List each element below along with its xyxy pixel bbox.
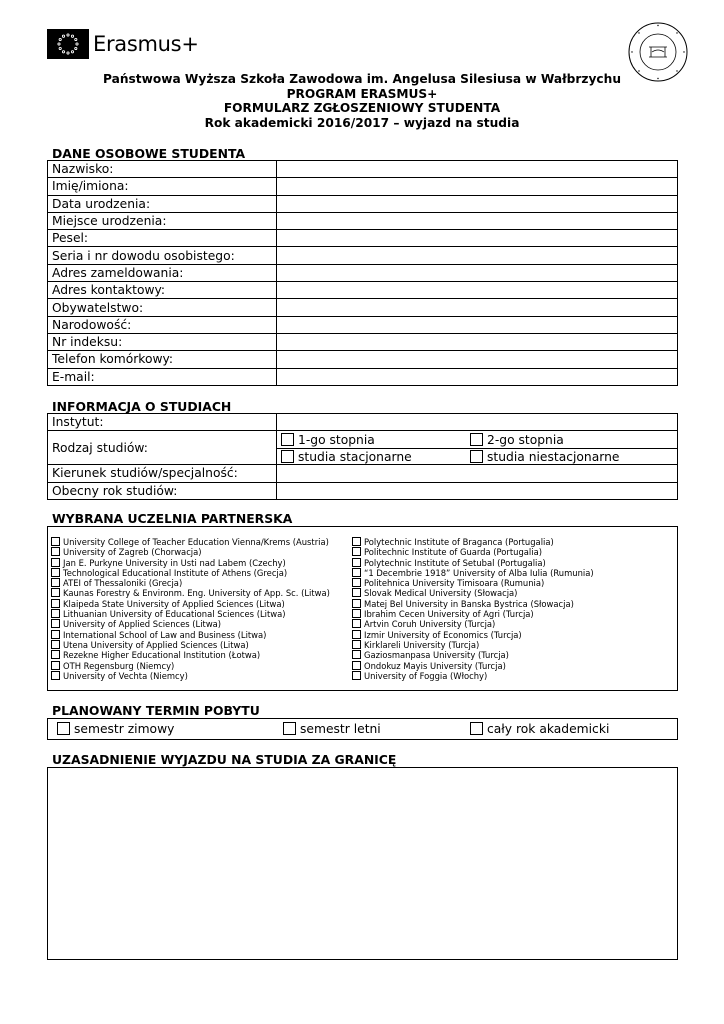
partner-university-option[interactable] (51, 568, 330, 578)
partner-university-label: Rezekne Higher Educational Institution (Łotwa) (63, 650, 261, 661)
student-number-field[interactable] (277, 333, 678, 350)
table-row (48, 431, 678, 465)
citizenship-field[interactable] (277, 299, 678, 316)
partner-university-label: Ondokuz Mayis University (Turcja) (364, 660, 506, 671)
mobile-phone-field[interactable] (277, 351, 678, 368)
checkbox-icon[interactable] (352, 568, 361, 577)
partner-university-option[interactable] (352, 661, 594, 671)
partner-university-label: Polytechnic Institute of Braganca (Portugalia) (364, 537, 554, 547)
study-year-field[interactable] (277, 482, 678, 499)
checkbox-icon[interactable] (352, 547, 361, 556)
table-row (48, 178, 678, 195)
checkbox-icon[interactable] (51, 578, 60, 587)
option-label: 1-go stopnia (298, 432, 375, 447)
field-label: Adres kontaktowy: (48, 282, 277, 299)
contact-address-field[interactable] (277, 282, 678, 299)
partner-university-option[interactable] (352, 619, 594, 629)
checkbox-icon[interactable] (352, 661, 361, 670)
checkbox-icon[interactable] (352, 619, 361, 628)
term-options-box (47, 718, 678, 740)
checkbox-icon[interactable] (352, 588, 361, 597)
checkbox-icon[interactable] (51, 650, 60, 659)
partner-university-label: OTH Regensburg (Niemcy) (63, 660, 175, 671)
partner-university-label: University of Applied Sciences (Litwa) (63, 619, 222, 630)
pesel-field[interactable] (277, 230, 678, 247)
partner-university-label: University College of Teacher Education Vienna/Krems (Austria) (63, 537, 329, 547)
table-row (48, 368, 678, 385)
partner-university-label: Slovak Medical University (Słowacja) (364, 588, 518, 599)
option-label: semestr letni (300, 722, 381, 736)
field-label: Rodzaj studiów: (48, 431, 277, 465)
title-line: PROGRAM ERASMUS+ (286, 86, 438, 101)
checkbox-icon[interactable] (352, 578, 361, 587)
summer-semester-option[interactable] (283, 722, 381, 736)
field-label: Imię/imiona: (48, 178, 277, 195)
study-type-options (277, 431, 678, 465)
table-row (48, 351, 678, 368)
table-row (48, 230, 678, 247)
partner-heading: WYBRANA UCZELNIA PARTNERSKA (52, 511, 293, 526)
partner-university-option[interactable] (352, 609, 594, 619)
field-label: Kierunek studiów/specjalność: (48, 465, 277, 482)
checkbox-icon[interactable] (470, 722, 483, 735)
partner-university-option[interactable] (51, 609, 330, 619)
partner-university-label: Matej Bel University in Banska Bystrica (Słowacja) (364, 598, 574, 609)
checkbox-icon[interactable] (352, 671, 361, 680)
birth-place-field[interactable] (277, 212, 678, 229)
partner-column-right (352, 537, 594, 681)
partner-university-option[interactable] (352, 568, 594, 578)
justification-textarea[interactable] (47, 767, 678, 960)
field-of-study-field[interactable] (277, 465, 678, 482)
partner-university-label: Ibrahim Cecen University of Agri (Turcja) (364, 609, 534, 620)
partner-university-option[interactable] (51, 547, 330, 557)
checkbox-icon[interactable] (352, 609, 361, 618)
table-row (48, 282, 678, 299)
partner-university-option[interactable] (51, 630, 330, 640)
checkbox-icon[interactable] (470, 433, 483, 446)
checkbox-icon[interactable] (283, 722, 296, 735)
field-label: Obecny rok studiów: (48, 482, 277, 499)
field-label: Instytut: (48, 414, 277, 431)
full-time-option[interactable] (281, 450, 470, 464)
partner-university-label: “1 Decembrie 1918” University of Alba Iulia (Rumunia) (364, 567, 594, 578)
option-label: studia niestacjonarne (487, 449, 620, 464)
field-label: Data urodzenia: (48, 195, 277, 212)
email-field[interactable] (277, 368, 678, 385)
table-row (48, 316, 678, 333)
checkbox-icon[interactable] (51, 619, 60, 628)
checkbox-icon[interactable] (281, 433, 294, 446)
second-cycle-option[interactable] (470, 433, 564, 447)
partner-university-label: International School of Law and Business (Litwa) (63, 629, 267, 640)
checkbox-icon[interactable] (51, 547, 60, 556)
field-label: Pesel: (48, 230, 277, 247)
partner-university-label: Technological Educational Institute of Athens (Grecja) (63, 567, 288, 578)
partner-university-label: Izmir University of Economics (Turcja) (364, 629, 522, 640)
option-label: semestr zimowy (74, 722, 175, 736)
partner-university-label: Utena University of Applied Sciences (Litwa) (63, 639, 249, 650)
field-label: Obywatelstwo: (48, 299, 277, 316)
field-label: Nr indeksu: (48, 333, 277, 350)
table-row (48, 299, 678, 316)
field-label: Adres zameldowania: (48, 264, 277, 281)
first-names-field[interactable] (277, 178, 678, 195)
partner-university-option[interactable] (51, 588, 330, 598)
checkbox-icon[interactable] (51, 568, 60, 577)
checkbox-icon[interactable] (51, 630, 60, 639)
nationality-field[interactable] (277, 316, 678, 333)
checkbox-icon[interactable] (57, 722, 70, 735)
partner-university-option[interactable] (352, 588, 594, 598)
table-row (48, 465, 678, 482)
partner-university-option[interactable] (51, 671, 330, 681)
justification-heading: UZASADNIENIE WYJAZDU NA STUDIA ZA GRANICĘ (52, 752, 397, 767)
checkbox-icon[interactable] (51, 640, 60, 649)
partner-university-option[interactable] (51, 599, 330, 609)
partner-university-label: Lithuanian University of Educational Sciences (Litwa) (63, 609, 286, 620)
partner-column-left (51, 537, 330, 681)
partner-university-option[interactable] (352, 640, 594, 650)
checkbox-icon[interactable] (352, 537, 361, 546)
table-row (48, 264, 678, 281)
partner-university-label: Kaunas Forestry & Environm. Eng. University of App. Sc. (Litwa) (63, 588, 330, 599)
checkbox-icon[interactable] (51, 661, 60, 670)
table-row (48, 161, 678, 178)
checkbox-icon[interactable] (281, 450, 294, 463)
title-line: FORMULARZ ZGŁOSZENIOWY STUDENTA (223, 101, 501, 115)
title-line: Państwowa Wyższa Szkoła Zawodowa im. Angelusa Silesiusa w Wałbrzychu (102, 72, 622, 86)
option-label: cały rok akademicki (487, 722, 610, 736)
table-row (48, 414, 678, 431)
field-label: Seria i nr dowodu osobistego: (48, 247, 277, 264)
partner-university-label: Politehnica University Timisoara (Rumunia) (364, 578, 545, 589)
partner-university-option[interactable] (352, 558, 594, 568)
partner-university-label: Politechnic Institute of Guarda (Portugalia) (364, 547, 542, 558)
partner-university-option[interactable] (51, 578, 330, 588)
checkbox-icon[interactable] (51, 599, 60, 608)
partner-university-option[interactable] (51, 537, 330, 547)
partner-university-option[interactable] (352, 578, 594, 588)
field-label: E-mail: (48, 368, 277, 385)
table-row (48, 247, 678, 264)
partner-university-label: University of Vechta (Niemcy) (63, 670, 188, 681)
field-label: Narodowość: (48, 316, 277, 333)
partner-university-option[interactable] (352, 599, 594, 609)
partner-university-option[interactable] (51, 619, 330, 629)
eu-flag-icon (47, 29, 89, 59)
partner-university-option[interactable] (352, 630, 594, 640)
field-label: Miejsce urodzenia: (48, 212, 277, 229)
winter-semester-option[interactable] (57, 722, 174, 736)
field-label: Telefon komórkowy: (48, 351, 277, 368)
partner-university-label: University of Foggia (Włochy) (364, 670, 488, 681)
personal-data-heading: DANE OSOBOWE STUDENTA (52, 146, 246, 161)
checkbox-icon[interactable] (470, 450, 483, 463)
option-label: studia stacjonarne (298, 449, 412, 464)
field-label: Nazwisko: (48, 161, 277, 178)
surname-field[interactable] (277, 161, 678, 178)
checkbox-icon[interactable] (51, 671, 60, 680)
partner-university-option[interactable] (51, 650, 330, 660)
checkbox-icon[interactable] (51, 558, 60, 567)
table-row (48, 482, 678, 499)
study-mode-row (277, 448, 677, 465)
checkbox-icon[interactable] (51, 609, 60, 618)
first-cycle-option[interactable] (281, 433, 470, 447)
checkbox-icon[interactable] (352, 599, 361, 608)
partner-university-option[interactable] (51, 661, 330, 671)
partner-university-option[interactable] (352, 650, 594, 660)
partner-university-option[interactable] (352, 537, 594, 547)
partner-university-label: Kirklareli University (Turcja) (364, 639, 480, 650)
partner-university-label: Artvin Coruh University (Turcja) (364, 619, 496, 630)
checkbox-icon[interactable] (352, 650, 361, 659)
full-year-option[interactable] (470, 722, 609, 736)
personal-data-table (47, 160, 678, 386)
study-level-row (277, 431, 677, 448)
title-line: Rok akademicki 2016/2017 – wyjazd na studia (204, 115, 520, 130)
partner-university-option[interactable] (51, 558, 330, 568)
checkbox-icon[interactable] (352, 558, 361, 567)
partner-university-label: University of Zagreb (Chorwacja) (63, 547, 202, 558)
partner-university-option[interactable] (51, 640, 330, 650)
table-row (48, 195, 678, 212)
institute-field[interactable] (277, 414, 678, 431)
partner-list-box (47, 526, 678, 691)
studies-table (47, 413, 678, 500)
partner-university-option[interactable] (352, 547, 594, 557)
partner-university-label: Gaziosmanpasa University (Turcja) (364, 650, 509, 661)
checkbox-icon[interactable] (51, 537, 60, 546)
partner-university-label: ATEI of Thessaloniki (Grecja) (63, 578, 183, 589)
partner-university-label: Klaipeda State University of Applied Sciences (Litwa) (63, 598, 285, 609)
id-card-field[interactable] (277, 247, 678, 264)
document-title (0, 72, 724, 130)
checkbox-icon[interactable] (51, 588, 60, 597)
table-row (48, 333, 678, 350)
erasmus-logo (47, 27, 199, 61)
registered-address-field[interactable] (277, 264, 678, 281)
partner-university-label: Polytechnic Institute of Setubal (Portugalia) (364, 557, 546, 568)
birth-date-field[interactable] (277, 195, 678, 212)
partner-university-label: Jan E. Purkyne University in Usti nad Labem (Czechy) (63, 557, 286, 568)
term-heading: PLANOWANY TERMIN POBYTU (52, 703, 260, 718)
checkbox-icon[interactable] (352, 640, 361, 649)
checkbox-icon[interactable] (352, 630, 361, 639)
table-row (48, 212, 678, 229)
studies-heading: INFORMACJA O STUDIACH (52, 399, 232, 414)
erasmus-brand-text: Erasmus+ (93, 32, 199, 56)
part-time-option[interactable] (470, 450, 619, 464)
partner-university-option[interactable] (352, 671, 594, 681)
option-label: 2-go stopnia (487, 432, 564, 447)
